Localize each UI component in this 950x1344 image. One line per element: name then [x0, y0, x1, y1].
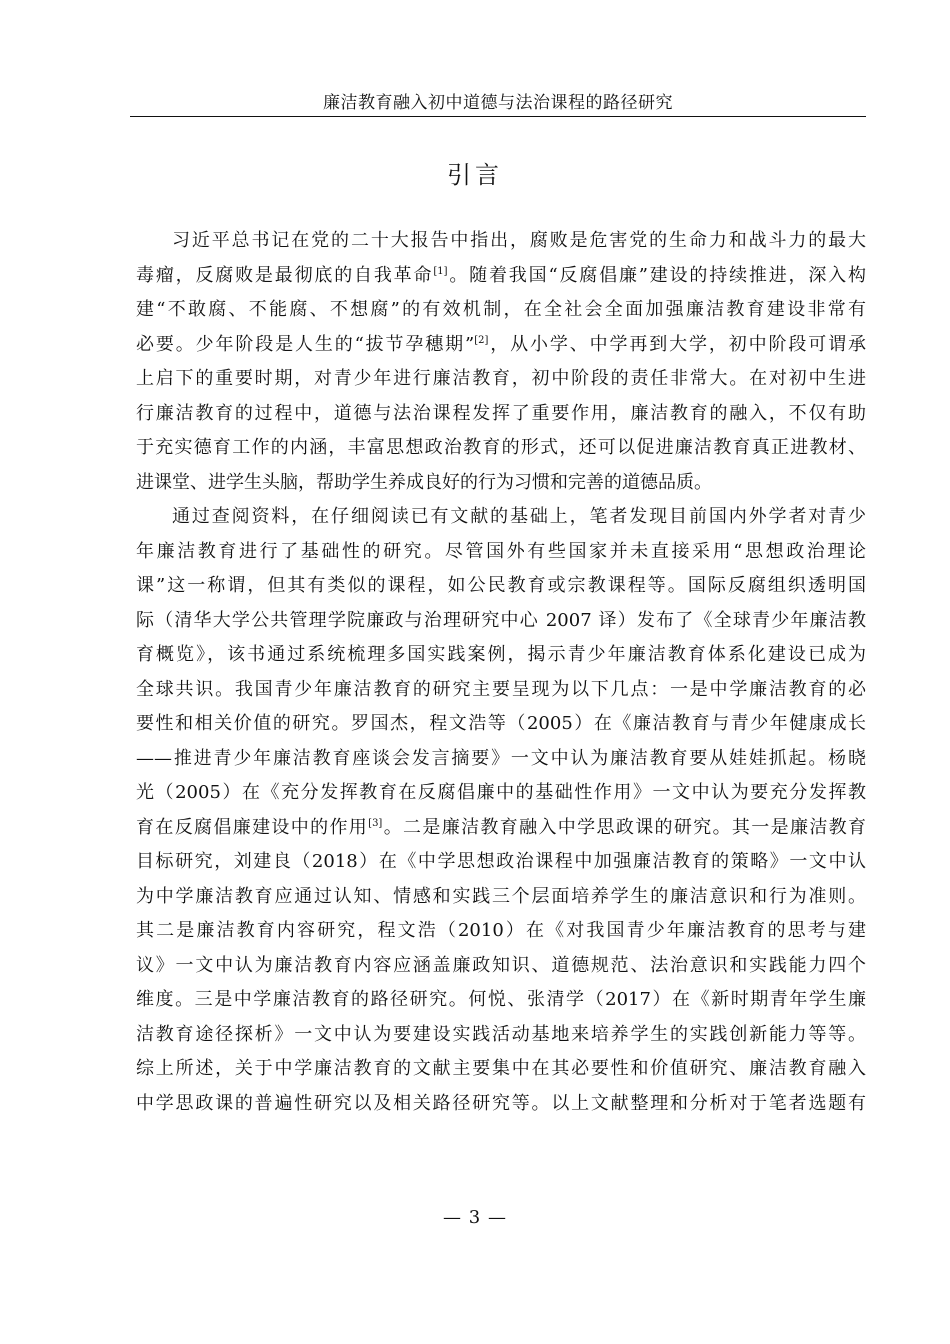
- section-title: 引言: [447, 161, 503, 189]
- citation-marker: [1]: [433, 265, 448, 277]
- text-run: 。二是廉洁教育融入中学思政课的研究。其一是廉洁教育: [382, 816, 867, 838]
- paragraph-line: [136, 224, 866, 259]
- text-run: 议》一文中认为廉洁教育内容应涵盖廉政知识、道德规范、法治意识和实践能力四个: [136, 954, 866, 976]
- paragraph-line: [136, 500, 866, 535]
- text-run: 课”这一称谓，但其有类似的课程，如公民教育或宗教课程等。国际反腐组织透明国: [136, 575, 866, 596]
- paragraph-line: [136, 707, 866, 742]
- text-run: 目标研究，刘建良（2018）在《中学思想政治课程中加强廉洁教育的策略》一文中认: [136, 851, 866, 872]
- paragraph-line: [136, 1018, 866, 1053]
- paragraph-line: [136, 293, 866, 328]
- paragraph-line: [136, 362, 866, 397]
- text-run: 维度。三是中学廉洁教育的路径研究。何悦、张清学（2017）在《新时期青年学生廉: [136, 989, 866, 1010]
- paragraph-line: [136, 604, 866, 639]
- paragraph-line: [136, 328, 866, 363]
- paragraph-line: [136, 776, 866, 811]
- text-run: 育在反腐倡廉建设中的作用: [136, 816, 369, 838]
- paragraph-line: [136, 1087, 866, 1122]
- paragraph-line: [136, 811, 866, 846]
- text-run: 光（2005）在《充分发挥教育在反腐倡廉中的基础性作用》一文中认为要充分发挥教: [136, 782, 866, 803]
- citation-marker: [2]: [474, 334, 489, 346]
- text-run: 通过查阅资料，在仔细阅读已有文献的基础上，笔者发现目前国内外学者对青少: [172, 506, 866, 527]
- paragraph-line: [136, 983, 866, 1018]
- body-text: [136, 224, 866, 1121]
- text-run: 毒瘤，反腐败是最彻底的自我革命: [136, 264, 434, 286]
- text-run: 综上所述，关于中学廉洁教育的文献主要集中在其必要性和价值研究、廉洁教育融入: [136, 1058, 866, 1079]
- text-run: 育概览》，该书通过系统梳理多国实践案例，揭示青少年廉洁教育体系化建设已成为: [136, 644, 866, 665]
- paragraph-line: [136, 949, 866, 984]
- text-run: 必要。少年阶段是人生的“拔节孕穗期”: [136, 333, 475, 355]
- paragraph-line: [136, 569, 866, 604]
- text-run: 习近平总书记在党的二十大报告中指出，腐败是危害党的生命力和战斗力的最大: [172, 230, 866, 251]
- paragraph-line: [136, 1052, 866, 1087]
- text-run: 年廉洁教育进行了基础性的研究。尽管国外有些国家并未直接采用“思想政治理论: [136, 540, 866, 562]
- citation-marker: [3]: [368, 817, 383, 829]
- running-header: 廉洁教育融入初中道德与法治课程的路径研究: [323, 93, 673, 113]
- text-run: 行廉洁教育的过程中，道德与法治课程发挥了重要作用，廉洁教育的融入，不仅有助: [136, 402, 866, 424]
- text-run: ——推进青少年廉洁教育座谈会发言摘要》一文中认为廉洁教育要从娃娃抓起。杨晓: [136, 747, 866, 769]
- text-run: 于充实德育工作的内涵，丰富思想政治教育的形式，还可以促进廉洁教育真正进教材、: [136, 437, 866, 458]
- paragraph-line: [136, 431, 866, 466]
- text-run: 建“不敢腐、不能腐、不想腐”的有效机制，在全社会全面加强廉洁教育建设非常有: [136, 299, 866, 320]
- text-run: 上启下的重要时期，对青少年进行廉洁教育，初中阶段的责任非常大。在对初中生进: [136, 368, 866, 389]
- header-divider: [130, 116, 866, 117]
- paragraph-line: [136, 742, 866, 777]
- text-run: 为中学廉洁教育应通过认知、情感和实践三个层面培养学生的廉洁意识和行为准则。: [136, 885, 866, 907]
- text-run: 其二是廉洁教育内容研究，程文浩（2010）在《对我国青少年廉洁教育的思考与建: [136, 920, 866, 941]
- text-run: 全球共识。我国青少年廉洁教育的研究主要呈现为以下几点：一是中学廉洁教育的必: [136, 678, 866, 700]
- paragraph-line: [136, 845, 866, 880]
- paragraph-line: [136, 397, 866, 432]
- text-run: ，从小学、中学再到大学，初中阶段可谓承: [488, 333, 867, 355]
- paragraph-line: [136, 259, 866, 294]
- text-run: 要性和相关价值的研究。罗国杰，程文浩等（2005）在《廉洁教育与青少年健康成长: [136, 713, 866, 734]
- text-run: 中学思政课的普遍性研究以及相关路径研究等。以上文献整理和分析对于笔者选题有: [136, 1092, 866, 1114]
- page-number: — 3 —: [443, 1207, 507, 1228]
- paragraph-line: [136, 535, 866, 570]
- text-run: 进课堂、进学生头脑，帮助学生养成良好的行为习惯和完善的道德品质。: [136, 471, 712, 493]
- text-run: 。随着我国“反腐倡廉”建设的持续推进，深入构: [447, 264, 867, 286]
- paragraph-line: [136, 880, 866, 915]
- text-run: 际（清华大学公共管理学院廉政与治理研究中心 2007 译）发布了《全球青少年廉洁教: [136, 609, 866, 631]
- paragraph-line: [136, 914, 866, 949]
- paragraph-line: [136, 466, 866, 501]
- paragraph-line: [136, 638, 866, 673]
- paragraph-line: [136, 673, 866, 708]
- text-run: 洁教育途径探析》一文中认为要建设实践活动基地来培养学生的实践创新能力等等。: [136, 1023, 866, 1045]
